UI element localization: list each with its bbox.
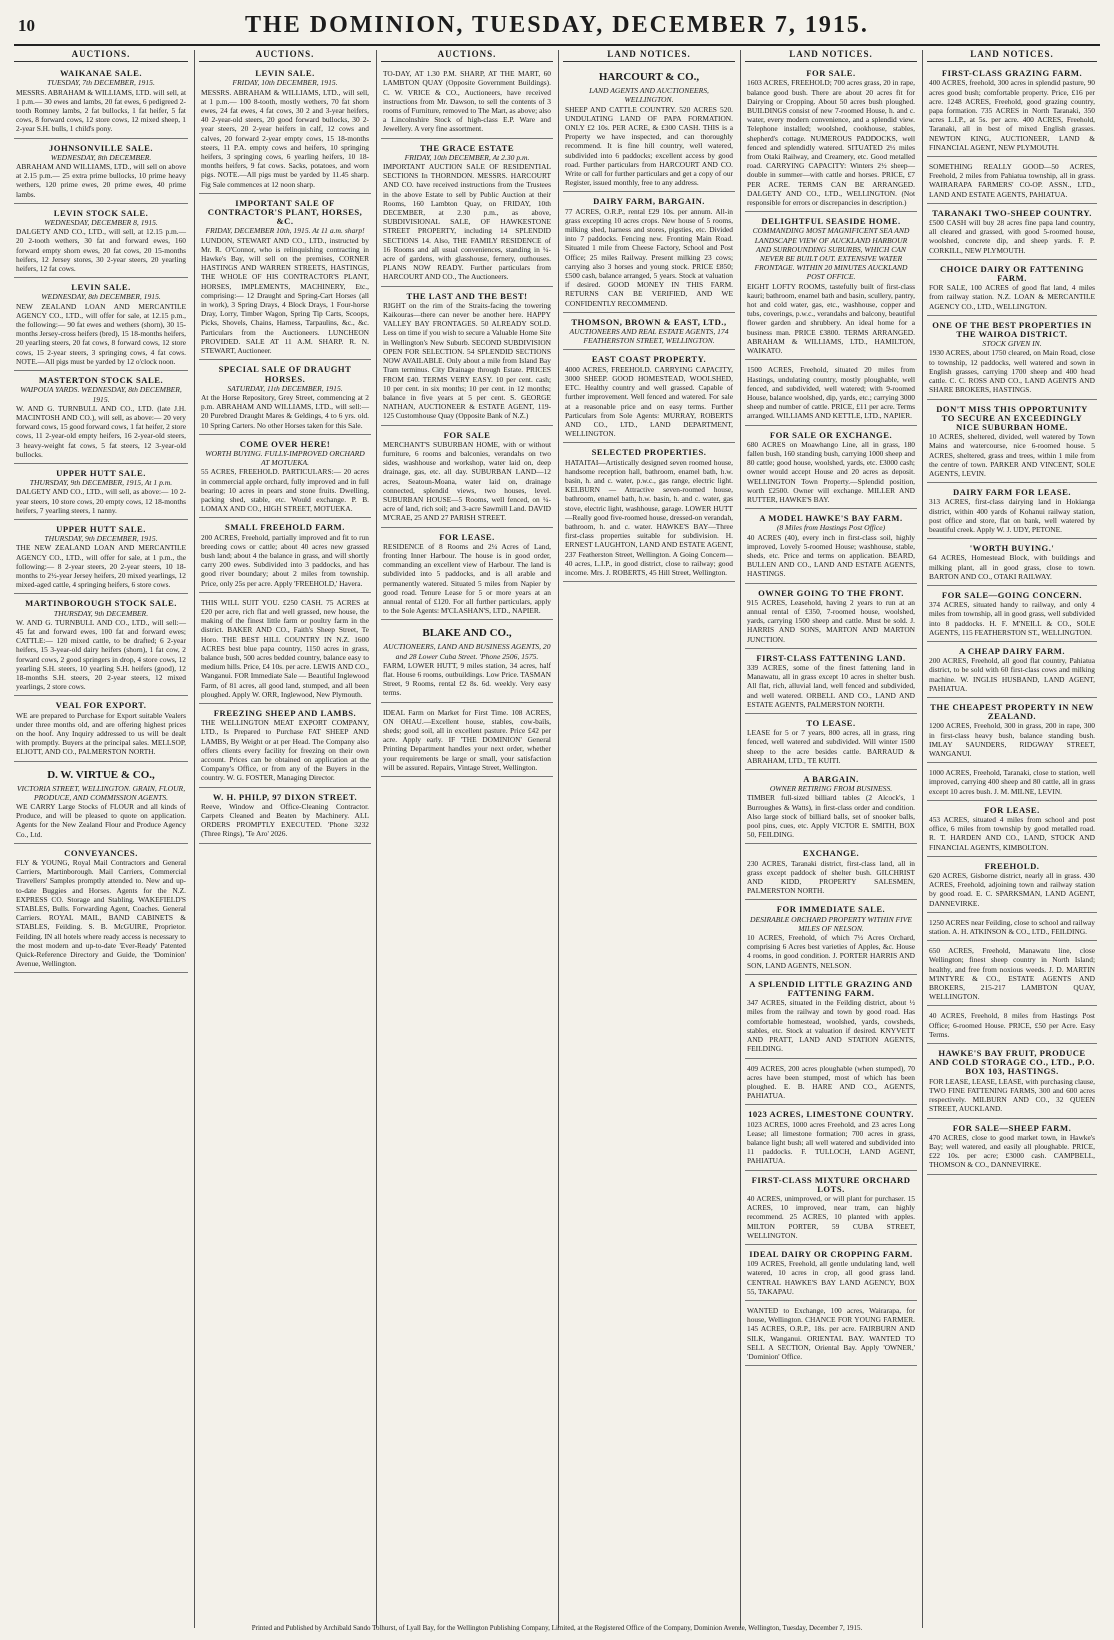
advertisement (199, 520, 371, 592)
advertisement (745, 511, 917, 583)
ad-headline: FOR SALE—SHEEP FARM. (952, 1122, 1072, 1133)
column-heading: AUCTIONS. (199, 50, 371, 62)
advertisement (745, 1061, 917, 1106)
ad-headline: FREEZING SHEEP AND LAMBS. (213, 708, 357, 718)
ad-body-text: 40 ACRES, unimproved, or will plant for purchaser. 15 ACRES, 10 improved, near tram, can highly recommend. 25 ACRES, 10 planted with apples. MILTON PORTER, 59 CUBA STREET, WELLINGTON. (747, 1193, 915, 1240)
ad-body-text: SHEEP AND CATTLE COUNTRY. 520 ACRES 520. UNDULATING LAND OF PAPA FORMATION. ONLY £2 10s. PER ACRE, & £300 CASH. THIS is a Property we have inspected, and can thoroughly recommend. It is fine hill country, well watered, subdivided into 6 paddocks; excellent access by good road. Further particulars from HARCOURT AND CO. Write or call for further particulars and get a copy of our Register, issued monthly, free to any address. (565, 104, 733, 188)
ad-headline: SELECTED PROPERTIES. (591, 447, 707, 458)
ad-headline: W. H. PHILP, 97 DIXON STREET. (212, 791, 358, 802)
ad-headline: 1023 ACRES, LIMESTONE COUNTRY. (748, 1109, 914, 1120)
ad-headline: THE GRACE ESTATE (419, 142, 515, 153)
ad-body-text: 1250 ACRES near Feilding, close to school and railway station. A. H. ATKINSON & CO., LTD., FEILDING. (929, 917, 1095, 937)
advertisement (563, 194, 735, 312)
ad-body-text: ABRAHAM AND WILLIAMS, LTD., will sell on above at 2.15 p.m.— 25 extra prime bullocks, 10 prime heavy wethers, 120 prime ewes, 20 prime ewes, 40 prime lambs. (16, 162, 186, 199)
advertisement (745, 1173, 917, 1245)
advertisement (14, 522, 188, 594)
ad-headline: IMPORTANT SALE OF CONTRACTOR'S PLANT, HORSES, &C. (207, 197, 363, 227)
ad-subheading: (8 Miles from Hastings Post Office) (776, 523, 886, 533)
masthead (14, 10, 1100, 46)
imprint-line: Printed and Published by Archibald Sando Tolhurst, of Lyall Bay, for the Wellington Publishing Company, Limited, at the Registered Office of the Company, Dominion Avenue, Wellington, Tuesday, December 7, 1915. (251, 1624, 863, 1632)
ad-headline: FIRST-CLASS GRAZING FARM. (941, 68, 1083, 79)
ad-headline: UPPER HUTT SALE. (56, 467, 146, 478)
ad-body-text: WE are prepared to Purchase for Export suitable Vealers under three months old, and are offering highest prices on the hoof. Any Inquiry addressed to us will be dealt with promptly. Buyers at the principal sales. MELLSOP, ELIOTT, AND CO., PALMERSTON NORTH. (16, 710, 186, 757)
ad-subheading: WEDNESDAY, DECEMBER 8, 1915. (44, 218, 158, 228)
ad-body-text: 4000 ACRES, FREEHOLD. CARRYING CAPACITY, 3000 SHEEP. GOOD HOMESTEAD, WOOLSHED, ETC. Healthy country and well grassed. Capable of further improvement. Well fenced and watered. For sale at a reasonable price and on easy terms. Further Particulars from Sole Agents: MURRAY, ROBERTS AND CO., LTD., LAND DEPARTMENT, WELLINGTON. (565, 364, 733, 439)
ad-headline: UPPER HUTT SALE. (56, 523, 146, 534)
ad-subheading: AUCTIONEERS AND REAL ESTATE AGENTS, 174 FEATHERSTON STREET, WELLINGTON. (569, 327, 729, 346)
ad-headline: THE CHEAPEST PROPERTY IN NEW ZEALAND. (930, 701, 1094, 722)
ad-headline: LEVIN SALE. (255, 68, 315, 79)
advertisement (927, 803, 1097, 857)
ad-subheading: WEDNESDAY, 8th DECEMBER, 1915. (41, 292, 161, 302)
ad-body-text: At the Horse Repository, Grey Street, commencing at 2 p.m. ABRAHAM AND WILLIAMS, LTD., will sell:— 20 Purebred Draught Mares & Geldings, 4 to 6 yrs. old. 10 Spring Carters. No other Horses taken for this Sale. (201, 392, 369, 430)
ad-body-text: FOR SALE, 100 ACRES of good flat land, 4 miles from railway station. N.Z. LOAN & MERCANTILE AGENCY CO., LTD., WELLINGTON. (929, 283, 1095, 311)
advertisement (563, 315, 735, 351)
column-heading: LAND NOTICES. (563, 50, 735, 62)
ad-subheading: COMMANDING MOST MAGNIFICENT SEA AND LANDSCAPE VIEW OF AUCKLAND HARBOUR AND SURROUNDING SUBURBS, WHICH CAN NEVER BE BUILT OUT. EXTENSIVE WATER FRONTAGE. WITHIN 20 MINUTES AUCKLAND POST OFFICE. (752, 226, 910, 282)
ad-body-text: 64 ACRES, Homestead Block, with buildings and milking plant, all in good grass, close to town. BARTON AND CO., OTAKI RAILWAY. (929, 553, 1095, 581)
ad-headline: DELIGHTFUL SEASIDE HOME. (761, 216, 901, 227)
ad-body-text: MESSRS. ABRAHAM & WILLIAMS, LTD. will sell, at 1 p.m.— 30 ewes and lambs, 20 fat ewes, 6 pedigreed 2-tooth Romney lambs, 2 fat bullocks, 1 fat heifer, 5 fat cows, 8 forward cows, 12 store cows, 12 mixed sheep, 1 2-year S.H. bulls, 1 child's pony. (16, 87, 186, 134)
advertisement (927, 588, 1097, 642)
advertisement (927, 859, 1097, 913)
ad-body-text: NEW ZEALAND LOAN AND MERCANTILE AGENCY CO., LTD., will offer for sale, at 12.15 p.m., the following:— 90 fat ewes and wethers (shorn), 30 15-months Jersey-cross heifers (bred), 15 18-months heifers, 20 yearling steers, 20 fat cows, 8 forward cows, 12 store cows, 15 2-year steers, 3 springing cows, 4 fat cows. NOTE.—All pigs must be yarded by 12 o'clock noon. (16, 301, 186, 366)
ad-headline: MARTINBOROUGH STOCK SALE. (25, 598, 177, 609)
advertisement (927, 765, 1097, 801)
advertisement (199, 706, 371, 788)
ad-headline: FOR SALE (443, 429, 491, 440)
advertisement (563, 445, 735, 582)
ad-headline: FOR SALE. (806, 68, 856, 79)
ad-body-text: THE NEW ZEALAND LOAN AND MERCANTILE AGENCY CO., LTD., will offer for sale, at 1 p.m., the following:— 8 2-year steers, 20 2-year steers, 10 18-months to 2½-year Jersey heifers, 20 mixed yearlings, 12 mixed-aged cattle, 4 springing heifers, 6 store cows. (16, 543, 186, 590)
ad-body-text: 409 ACRES, 200 acres ploughable (when stumped), 70 acres have been stumped, most of which has been ploughed. E. B. HARE AND CO., AGENTS, PAHIATUA. (747, 1063, 915, 1101)
ad-body-text: IDEAL Farm on Market for First Time. 108 ACRES, ON OHAU.—Excellent house, stables, cow-bails, sheds; good soil, all in excellent pasture. Price £42 per acre. Apply early. IF 'THE DOMINION' General Printing Department handles your next order, whether your requirements be large or small, your satisfaction will be assured. Repairs, Vintage Street, Wellington. (383, 707, 551, 772)
ad-body-text: 400 ACRES, freehold, 300 acres in splendid pasture, 90 acres good bush; comfortable property. Price, £16 per acre. 1248 ACRES, Freehold, good grazing country, papa formation. 735 ACRES in North Taranaki, 350 acres L.I.P., at 5s. per acre. 400 ACRES, Freehold, Taranaki, all in best of mixed English grasses. NEWTON KING, AUCTIONEER, LAND & FINANCIAL AGENT, NEW PLYMOUTH. (929, 78, 1095, 152)
ad-subheading: FRIDAY, 10th DECEMBER, 1915. (232, 78, 338, 88)
ad-headline: THE LAST AND THE BEST! (406, 290, 528, 301)
column-3 (376, 50, 553, 1628)
advertisement (927, 1121, 1097, 1175)
ad-body-text: 339 ACRES, some of the finest fattening land in Manawatu, all in grass except 10 acres in shelter bush. All flat, rich, alluvial land, well fenced and subdivided, and well watered. ORBELL AND CO., LAND AND ESTATE AGENTS, PALMERSTON NORTH. (747, 662, 915, 709)
ad-headline: FOR SALE OR EXCHANGE. (769, 429, 893, 440)
ad-body-text: 374 ACRES, situated handy to railway, and only 4 miles from township, all in good grass, well subdivided into 8 paddocks. H. F. M'NEILL & CO., SOLE AGENTS, 115 FEATHERSTON ST., WELLINGTON. (929, 600, 1095, 637)
advertisement (381, 622, 553, 702)
ad-body-text: FARM, LOWER HUTT, 9 miles station, 34 acres, half flat. House 6 rooms, outbuildings. Low Price. TASMAN Street, 9 Rooms, rental £2 8s. 6d. weekly. Very easy terms. (383, 660, 551, 698)
advertisement (927, 206, 1097, 260)
ad-headline: COME OVER HERE! (239, 438, 331, 449)
ad-headline: THOMSON, BROWN & EAST, LTD., (571, 316, 727, 327)
ad-subheading: SATURDAY, 11th DECEMBER, 1915. (227, 383, 343, 393)
ad-headline: OWNER GOING TO THE FRONT. (758, 587, 904, 598)
ad-body-text: W. AND G. TURNBULL AND CO., LTD., will sell:— 45 fat and forward ewes, 100 fat and forward ewes; CATTLE:— 120 mixed cattle, to be drafted; 6 2-year heifers, 15 3-year-old dairy heifers (shorn), 1 fat cow, 2 forward cows, 2 good springers in drop, 4 store cows, 12 yearling S.H. steers, 10 yearling S.H. heifers (good), 12 18-months S.H. steers, 20 2-year steers, 12 mixed yearlings, 2 store cows. (16, 617, 186, 692)
advertisement (14, 596, 188, 696)
advertisement (745, 1303, 917, 1366)
ad-headline: MASTERTON STOCK SALE. (38, 375, 164, 386)
ad-headline: FIRST-CLASS FATTENING LAND. (756, 652, 906, 663)
ad-body-text: 230 ACRES, Taranaki district, first-class land, all in grass except paddock of shelter bush. GILCHRIST AND KIDD, PROPERTY SALESMEN, PALMERSTON NORTH. (747, 858, 915, 896)
ad-subheading: THURSDAY, 9th DECEMBER, 1915. (44, 534, 158, 544)
ad-body-text: 77 ACRES, O.R.P., rental £29 10s. per annum. All-in grass excepting 10 acres crops. New house of 5 rooms, milking shed, harness and stores, pigsties, etc. Divided into 7 paddocks. Fencing new. Fronting Main Road. Situated 1 mile from Cheese Factory, School and Post Office; 25 miles Railway. Present milking 23 cows; carrying also 3 horses and young stock. PRICE £850; £500 cash, balance arranged, 5 years. Stock at valuation if desired. GOOD MONEY IN THIS FARM. RETURNS CAN BE VERIFIED, AND WE CONFIDENTLY RECOMMEND. (565, 206, 733, 308)
ad-body-text: 1000 ACRES, Freehold, Taranaki, close to station, well improved, carrying 400 sheep and 80 cattle, all in grass except 10 acres bush. J. M. MILNE, LEVIN. (929, 768, 1095, 796)
advertisement (199, 790, 371, 844)
ad-headline: FIRST-CLASS MIXTURE ORCHARD LOTS. (751, 1174, 911, 1194)
ad-body-text: 650 ACRES, Freehold, Manawatu line, close Wellington; finest sheep country in North Island; healthy, and free from noxious weeds. J. D. MARTIN M'INTYRE & CO., ESTATE AGENTS AND BROKERS, 215-217 LAMBTON QUAY, WELLINGTON. (929, 946, 1095, 1002)
advertisement (745, 586, 917, 649)
column-2 (194, 50, 371, 1628)
advertisement (563, 66, 735, 192)
ad-headline: DON'T MISS THIS OPPORTUNITY TO SECURE AN EXCEEDINGLY NICE SUBURBAN HOME. (936, 403, 1088, 432)
ad-body-text: 1023 ACRES, 1000 acres Freehold, and 23 acres Long Lease; all limestone formation; 700 acres in grass, balance light bush; all well watered and subdivided into 11 paddocks. F. TULLOCH, LAND AGENT, PAHIATUA. (747, 1119, 915, 1166)
ad-body-text: MESSRS. ABRAHAM & WILLIAMS, LTD., will sell, at 1 p.m.— 100 8-tooth, mostly wethers, 70 fat shorn ewes, 24 fat ewes, 4 fat cows, 30 2 and 3-year heifers, 40 2-year-old steers, 20 good forward bullocks, 30 2-year steers, 20 2-year heifers in calf, 12 cows and calves, 20 forward 2-year empty cows, 15 18-months steers, 11 P.A. empty cows and heifers, 10 springing heifers, 3 springing cows, 6 yearling heifers, 10 18-months heifers, 9 fat cows. Sacks, potatoes, and worn pigs. NOTE.—All pigs must be yarded by 11.45 sharp. Fig Sale commences at 12 noon sharp. (201, 87, 369, 189)
ad-body-text: 470 ACRES, close to good market town, in Hawke's Bay; well watered, and easily all ploughable. PRICE, £22 10s. per acre; £3000 cash. CAMPBELL, THOMSON & CO., DANNEVIRKE. (929, 1132, 1095, 1170)
ad-body-text: 200 ACRES, Freehold, partially improved and fit to run breeding cows or cattle; about 40 acres new grassed bush land; about 4 the balance in grass, and will shortly carry 200 ewes. Subdivided into 3 paddocks, and has good river boundary; about 2 miles from township. Price, only 25s per acre. Apply 'FREEHOLD,' Havera. (201, 532, 369, 588)
advertisement (381, 428, 553, 528)
ad-body-text: 40 ACRES, Freehold, 8 miles from Hastings Post Office; 6-roomed House. PRICE, £50 per Acre. Easy Terms. (929, 1011, 1095, 1039)
ad-headline: SPECIAL SALE OF DRAUGHT HORSES. (218, 364, 352, 384)
ad-headline: HAWKE'S BAY FRUIT, PRODUCE AND COLD STORAGE CO., LTD., P.O. BOX 103, HASTINGS. (929, 1048, 1095, 1077)
advertisement (199, 595, 371, 704)
advertisement (745, 362, 917, 425)
advertisement (927, 943, 1097, 1006)
advertisement (927, 1046, 1097, 1118)
advertisement (745, 651, 917, 714)
ad-body-text: 1603 ACRES, FREEHOLD; 700 acres grass, 20 in rape, balance good bush. There are about 20 acres fit for Dairying or Cropping. About 50 acres bush ploughed. BUILDINGS consist of new 7-roomed House, h. and c. water, every modern convenience, and a splendid view. Telephone installed; woolshed, cookhouse, stables, shepherd's cottage. NUMEROUS PADDOCKS, well fenced and splendidly watered. SITUATED 2½ miles from Otaki Railway, and Creamery, etc. Good metalled road. CARRYING CAPACITY: Winters 2½ sheep—double in summer—with cattle and horses. PRICE, £7 PER ACRE. TERMS CAN BE ARRANGED. DALGETY AND CO., LTD., WELLINGTON. (Not responsible for errors or discrepancies in description.) (747, 78, 915, 208)
ad-subheading: WEDNESDAY, 8th DECEMBER. (50, 152, 152, 162)
ad-headline: EXCHANGE. (802, 848, 860, 859)
ad-body-text: 1200 ACRES, Freehold, 300 in grass, 200 in rape, 300 in first-class heavy bush, balance standing bush. IMLAY SAUNDERS, RIDGWAY STREET, WANGANUI. (929, 721, 1095, 758)
advertisement (745, 1107, 917, 1170)
ad-body-text: 55 ACRES, FREEHOLD. PARTICULARS:— 20 acres in commercial apple orchard, fully improved and in full bearing; 10 acres in pears and stone fruits. Dwelling, packing shed, stable, etc. Would exchange. P. B. LOMAX AND CO., HIGH STREET, MOTUEKA. (201, 467, 369, 514)
ad-headline: A MODEL HAWKE'S BAY FARM. (759, 513, 903, 524)
newspaper-title: THE DOMINION, TUESDAY, DECEMBER 7, 1915. (245, 12, 869, 38)
ad-headline: FOR IMMEDIATE SALE. (776, 904, 886, 915)
ad-body-text: 40 ACRES (40), every inch in first-class soil, highly improved, Lovely 5-roomed House; washhouse, stable, sheds, etc. Price and terms on application. BEARD, BULLEN AND CO., LAND AND ESTATE AGENTS, HASTINGS. (747, 532, 915, 579)
ad-headline: A BARGAIN. (803, 774, 859, 785)
advertisement (14, 141, 188, 204)
ad-subheading: OWNER RETIRING FROM BUSINESS. (769, 784, 893, 794)
column-5 (740, 50, 917, 1628)
ad-body-text: THE WELLINGTON MEAT EXPORT COMPANY, LTD., Is Prepared to Purchase FAT SHEEP AND LAMBS, By Weight or at per Head. The Company also offers clients every facility for freezing on their own account. Prices can be obtained on application at the Company's Office, or from any of the Buyers in the country. W. G. FOSTER, Managing Director. (201, 718, 369, 783)
advertisement (927, 915, 1097, 941)
ad-subheading: WORTH BUYING. FULLY-IMPROVED ORCHARD AT MOTUEKA. (205, 448, 365, 468)
ad-headline: TO LEASE. (806, 718, 856, 728)
ad-subheading: STOCK GIVEN IN. (982, 339, 1042, 349)
ad-body-text: Reeve, Window and Office-Cleaning Contractor. Carpets Cleaned and Beaten by Machinery. ALL ORDERS PROMPTLY EXECUTED. 'Phone 3232 (Three Rings), 'Te Aro' 2026. (201, 801, 369, 839)
ad-body-text: 1500 ACRES, Freehold, situated 20 miles from Hastings, undulating country, mostly ploughable, well fenced, and subdivided, well watered; with 9-roomed House, balance woolshed, dip, yards, etc.; carrying 3000 sheep and number of cattle. PRICE, £11 per acre. Terms arranged. WILLIAMS AND KETTLE, LTD., NAPIER. (747, 365, 915, 421)
advertisement (745, 214, 917, 360)
advertisement (199, 66, 371, 194)
ad-body-text: 313 ACRES, first-class dairying land in Hokianga district, within 400 yards of Kohanui railway station, post office and store, flat on bank, well watered by beautiful creek. Apply W. J. UDY, PETONE. (929, 497, 1095, 534)
advertisement (927, 1008, 1097, 1044)
ad-body-text: W. AND G. TURNBULL AND CO., LTD. (late J.H. MACINTOSH AND CO.), will sell, as above:— 20 very forward cows, 15 good forward cows, 1 fat heifer, 2 store cows, 11 2-year-old empty heifers, 16 2-year-old steers, 3 heavy-weight fat cows, 5 fat steers, 12 3-year-old bullocks. (16, 403, 186, 459)
advertisement (745, 1247, 917, 1301)
ad-headline: DAIRY FARM, BARGAIN. (593, 196, 705, 207)
ad-body-text: 915 ACRES, Leasehold, having 2 years to run at an annual rental of £350, 7-roomed house, woolshed, yards, carrying 1500 sheep and cattle. Must be sold. J. HARRIS AND SONS, MARTON AND MARTON JUNCTION. (747, 597, 915, 644)
ad-body-text: DALGETY AND CO., LTD., will sell, as above:— 10 2-year steers, 10 store cows, 20 empty cows, 12 18-months heifers, 7 yearling steers, 1 nanny. (16, 487, 186, 515)
ad-headline: LEVIN STOCK SALE. (53, 207, 149, 218)
column-heading: AUCTIONS. (14, 50, 188, 62)
advertisement (14, 466, 188, 520)
ad-headline: SMALL FREEHOLD FARM. (225, 522, 345, 533)
advertisement (745, 428, 917, 510)
ad-body-text: 620 ACRES, Gisborne district, nearly all in grass. 430 ACRES, Freehold, adjoining town and railway station by good road. E. C. SPARKSMAN, LAND AGENT, DANNEVIRKE. (929, 871, 1095, 908)
ad-subheading: FRIDAY, DECEMBER 10th, 1915. At 11 a.m. sharp! (205, 226, 365, 236)
advertisement (14, 764, 188, 844)
ad-headline: FOR LEASE. (439, 531, 495, 542)
ad-body-text: £500 CASH will buy 28 acres fine papa land country, all cleared and grassed, with good 5-roomed house, woolshed, concrete dip, and sheep yards. F. P. CORKILL, NEW PLYMOUTH. (929, 218, 1095, 255)
advertisement (14, 698, 188, 761)
ad-body-text: 200 ACRES, Freehold, all good flat country, Pahiatua district, to be sold with 60 first-class cows and milking machine. W. INGLIS HUSBAND, LAND AGENT, PAHIATUA. (929, 656, 1095, 693)
ad-body-text: 680 ACRES on Moawhango Line, all in grass, 180 fallen bush, 160 standing bush, carrying 1000 sheep and 80 cattle; good house, woolshed, yards, etc. £3000 cash; owner would accept House and 20 acres as deposit. WELLINGTON Town Property.—Splendid position, worth £2500. Owner will exchange. MILLER AND RUTTER, HAWKE'S BAY. (747, 439, 915, 504)
column-1 (14, 50, 188, 1628)
ad-subheading: AUCTIONEERS, LAND AND BUSINESS AGENTS, 20 and 28 Lower Cuba Street. 'Phone 2506, 1575. (383, 642, 551, 661)
page-number: 10 (18, 16, 35, 35)
ad-headline: TARANAKI TWO-SHEEP COUNTRY. (932, 207, 1092, 218)
ad-headline: HARCOURT & CO., (598, 71, 700, 84)
ad-headline: CONVEYANCES. (64, 847, 138, 858)
advertisement (927, 541, 1097, 586)
advertisement (745, 846, 917, 900)
ad-body-text: MERCHANT'S SUBURBAN HOME, with or without furniture, 6 rooms and balconies, verandahs on two sides, washhouse and workshop, water laid on, deep drainage, gas, etc. all day. SUBURBAN LAND—12 acres, Seatoun-Moana, water laid on, drainage connected, splendid views, two houses, level. SUBURBAN HOUSE—5 Rooms, well fenced, on ¼-acre of land, rich soil; and 3-acre Sawmill Land. DAVID M'CRAE, 25 AND 27 PARISH STREET. (383, 439, 551, 523)
advertisement (14, 373, 188, 464)
ad-subheading: LAND AGENTS AND AUCTIONEERS, WELLINGTON. (589, 86, 709, 105)
ad-body-text: FOR LEASE, LEASE, LEASE, with purchasing clause, TWO FINE FATTENING FARMS, 300 and 600 acres respectively. MILBURN AND CO., 32 QUEEN STREET, AUCKLAND. (929, 1076, 1095, 1114)
advertisement (927, 700, 1097, 763)
column-heading: AUCTIONS. (381, 50, 553, 62)
ad-body-text: FLY & YOUNG, Royal Mail Contractors and General Carriers, Martinborough. Mail Carriers, Commercial Travellers' Samples promptly attended to. New and up-to-date Buggies and Horses. Agents for the N.Z. EXPRESS CO. Storage and Stabling. WAKEFIELD'S STABLES, Bulls. Forwarding Agent, Coaches. General Carriers. ROYAL MAIL, BAND CABINETS & STABLES, Feilding. S. B. McGUIRE, Proprietor. Feilding. IN all hotels where ready access is necessary to the most modern and up-to-date 'Ever-Ready' Patented Quick-Reference Directory and Guide, the 'Dominion' Avenue, Wellington. (16, 858, 186, 969)
ad-headline: A CHEAP DAIRY FARM. (958, 645, 1066, 656)
column-heading: LAND NOTICES. (927, 50, 1097, 62)
ad-body-text: HATAITAI—Artistically designed seven roomed house, handsome reception hall, bathroom, enamel bath, h.w. basin, h. and c. water, p.w.c., gas range, electric light. KELBURN — Attractive seven-roomed house, bathroom, enamel bath, h.w. basin, h. and c. water, gas stove, electric light, washhouse, garage. LOWER HUTT—Really good five-roomed house, dressed-on verandah, bathroom, h. and c. water. HAWKE'S BAY—Three first-class properties suitable for subdivision. H. ERNEST LAUGHTON, LAND AND ESTATE AGENT, 237 Featherston Street, Wellington. A Going Concern—40 acres, L.I.P., in good district, close to railway; good income. Mrs. J. ROBERTS, 45 Hill Street, Wellington. (565, 457, 733, 577)
masthead-rule (14, 44, 1100, 46)
advertisement (199, 437, 371, 519)
column-heading: LAND NOTICES. (745, 50, 917, 62)
ad-headline: FOR SALE—GOING CONCERN. (941, 589, 1083, 600)
advertisement (745, 716, 917, 770)
ad-headline: ONE OF THE BEST PROPERTIES IN THE WAIROA DISTRICT. (932, 319, 1092, 340)
ad-headline: LEVIN SALE. (71, 282, 131, 293)
ad-headline: 'WORTH BUYING.' (969, 543, 1055, 554)
advertisement (14, 280, 188, 371)
advertisement (745, 902, 917, 974)
column-4 (558, 50, 735, 1628)
advertisement (381, 705, 553, 777)
ad-body-text: DALGETY AND CO., LTD., will sell, at 12.15 p.m.— 20 2-tooth wethers, 30 fat and forward ewes, 160 forward empty shorn ewes, 20 fat cows, 20 15-months heifers, 12 Jersey stores, 30 2-year steers, 20 yearling heifers, 12 fat cows. (16, 227, 186, 274)
ad-body-text: LUNDON, STEWART AND CO., LTD., instructed by Mr. R. O'Connor, who is relinquishing contracting in Hawke's Bay, will sell on the premises, CORNER HASTINGS AND WARREN STREETS, HASTINGS, THE WHOLE OF HIS CONTRACTOR'S PLANT, HORSES, IMPLEMENTS, MACHINERY, Etc., comprising:— 12 Draught and Spring-Cart Horses (all in work), 3 Spring Drays, 4 Block Drays, 1 Four-horse Dray, Lorry, Timber Wagon, Spring Tip Carts, Scoops, Picks, Shovels, Chains, Harness, Tarpaulins, &c., &c. Particulars from the Auctioneers. LUNCHEON PROVIDED. SALE AT 11 A.M. SHARP. R. N. STEWART, Auctioneer. (201, 235, 369, 356)
advertisement (745, 772, 917, 844)
advertisement (381, 66, 553, 138)
column-6 (922, 50, 1097, 1628)
ad-body-text: RESIDENCE of 8 Rooms and 2¼ Acres of Land, fronting Inner Harbour. The house is in good order, commanding an excellent view of Harbour. The land is subdivided into 5 paddocks, and is all arable and permanently watered. Situated 5 miles from Napier by good road. Tenure Lease for 5 or more years at an annual rental of £120. For all further particulars, apply to the Sole Agents: M'CLASHAN'S, LTD., NAPIER. (383, 541, 551, 616)
ad-subheading: DESIRABLE ORCHARD PROPERTY WITHIN FIVE MILES OF NELSON. (750, 914, 912, 933)
ad-body-text: IMPORTANT AUCTION SALE OF RESIDENTIAL SECTIONS In THORNDON. MESSRS. HARCOURT AND CO. have received instructions from the Trustees in the above Estate to sell by Public Auction at their Rooms, 160 Lambton Quay, on FRIDAY, 10th DECEMBER, at 2.30 p.m., as above, SUBDIVISIONAL SALE, OF HAWKESTONE STREET PROPERTY, including 14 SPLENDID SECTIONS 14. Also, THE FAMILY RESIDENCE of 16 Rooms and all usual conveniences, standing in ¼-acre of gardens, with glasshouse, fernery, outhouses. PLANS NOW READY. Further particulars from HARCOURT AND CO., The Auctioneers. (383, 162, 551, 282)
ad-body-text: LEASE for 5 or 7 years, 800 acres, all in grass, ring fenced, well watered and subdivided. Will winter 1500 sheep to the acre besides cattle. BARRAUD & ABRAHAM, LTD., TE KUITI. (747, 728, 915, 765)
ad-headline: VEAL FOR EXPORT. (55, 700, 147, 711)
ad-body-text: 109 ACRES, Freehold, all gentle undulating land, well watered, 10 acres in crop, all good grass land. CENTRAL HAWKE'S BAY LAND AGENCY, BOX 55, TAKAPAU. (747, 1259, 915, 1296)
advertisement (14, 206, 188, 278)
ad-body-text: RIGHT on the rim of the Straits-facing the towering Kaikouras—there can never be another here. HAPPY VALLEY BAY FRONTAGES. 50 ALREADY SOLD. Less on time if you wish to secure a Valuable Home Site in Wellington's New Suburb. SECOND SUBDIVISION OPEN FOR SELECTION. 54 SPLENDID SECTIONS NOW AVAILABLE. Only about a mile from Island Bay Tram terminus. City Drainage through Estate. PRICES FROM £40. TERMS VERY EASY. 10 per cent. cash; 10 per cent. in six months; 10 per cent. in 12 months; balance in five years at 5 per cent. S. GEORGE NATHAN, AUCTIONEER & ESTATE AGENT, 119-125 Customhouse Quay (Opposite Bank of N.Z.) (383, 300, 551, 421)
advertisement (745, 977, 917, 1059)
ad-headline: EAST COAST PROPERTY. (591, 354, 707, 365)
ad-body-text: TIMBER full-sized billiard tables (2 Alcock's, 1 Burroughes & Watts), in first-class order and condition. Also large stock of billiard balls, set of snooker balls, pool pins, cues, etc. Apply VICTOR E. SMITH, BOX 50, FEILDING. (747, 793, 915, 840)
advertisement (14, 66, 188, 138)
advertisement (927, 402, 1097, 484)
advertisement (199, 196, 371, 360)
ad-body-text: TO-DAY, AT 1.30 P.M. SHARP, AT THE MART, 60 LAMBTON QUAY (Opposite Government Buildings). C. W. VRICE & CO., Auctioneers, have received instructions from Mr. Dawson, to sell the contents of 3 rooms of Furniture, removed to The Mart, as above; also a Lincolnshire Stock of high-class E.P. Ware and Jewellery. A very fine assortment. (383, 69, 551, 134)
ad-body-text: EIGHT LOFTY ROOMS, tastefully built of first-class kauri; bathroom, enamel bath and basin, scullery, pantry, hot and cold water, gas, etc., washhouse, copper and tubs, coverings, p.w.c., verandahs and balcony, beautiful flower garden and shrubbery. An ideal home for a business man. PRICE £3800. TERMS ARRANGED. ABRAHAM & WILLIAMS, LTD., HAMILTON, WAIKATO. (747, 281, 915, 356)
advertisement (381, 141, 553, 287)
advertisement (381, 530, 553, 621)
ad-subheading: VICTORIA STREET, WELLINGTON. GRAIN, FLOUR, PRODUCE, AND COMMISSION AGENTS. (16, 783, 186, 802)
newspaper-page (14, 10, 1100, 1632)
ad-body-text: THIS WILL SUIT YOU. £250 CASH. 75 ACRES at £20 per acre, rich flat and well grassed, new house, the making of the finest little farm or poultry farm in the district. BAKER AND CO., Faith's Sheep Street, Te Horo. THE BEST HILL COUNTRY IN N.Z. 1600 ACRES best blue papa country, 1150 acres in grass, balance bush, 500 acres bedded country, balance easy to medium hills. Price, £4 10s. per acre. LEWIS AND CO., Wanganui. FOR Immediate Sale — Beautiful Inglewood Farm, of 81 acres, all good land, stumped, and all been ploughed. Apply W. ORR, Inglewood, New Plymouth. (201, 597, 369, 699)
advertisement (199, 362, 371, 434)
ad-body-text: 10 ACRES, Freehold, of which 7½ Acres Orchard, comprising 6 Acres best varieties of Apples, &c. House 4 rooms, in good condition. J. PORTER HARRIS AND SON, LAND AGENTS, NELSON. (747, 933, 915, 970)
advertisement (14, 846, 188, 974)
ad-body-text: 347 ACRES, situated in the Feilding district, about ½ miles from the railway and town by good road. Has comfortable homestead, woolshed, yards, cowsheds, stables, etc. Stock at valuation if desired. KNYVETT AND PRATT, LAND AND STATION AGENTS, FEILDING. (747, 998, 915, 1054)
ad-subheading: WAIPOUA YARDS. WEDNESDAY, 8th DECEMBER, 1915. (20, 385, 182, 404)
advertisement (381, 289, 553, 426)
ad-body-text: 1930 ACRES, about 1750 cleared, on Main Road, close to township, 12 paddocks, well watered and sown in English grasses, carrying 1700 sheep and 400 head cattle. C. C. ROSS AND CO., LAND AGENTS AND SHARE BROKERS, HASTINGS. (929, 348, 1095, 395)
ad-headline: IDEAL DAIRY OR CROPPING FARM. (749, 1248, 913, 1259)
ad-subheading: FRIDAY, 10th DECEMBER, At 2.30 p.m. (404, 152, 530, 162)
advertisement (927, 159, 1097, 204)
ad-headline: DAIRY FARM FOR LEASE. (952, 487, 1072, 498)
advertisement (563, 352, 735, 443)
advertisement (927, 66, 1097, 157)
advertisement (927, 485, 1097, 539)
ad-body-text: 10 ACRES, sheltered, divided, well watered by Town Mains and watercourse, nice 6-roomed house. 5 ACRES, sheltered, grass and trees, within 1 mile from the centre of town. PARKER AND VINCENT, SOLE AGENTS, LEVIN. (929, 432, 1095, 478)
ad-headline: JOHNSONVILLE SALE. (48, 142, 154, 153)
ad-headline: CHOICE DAIRY OR FATTENING FARM. (939, 263, 1085, 284)
ad-body-text: WANTED to Exchange, 100 acres, Wairarapa, for house, Wellington. CHANCE FOR YOUNG FARMER. 145 ACRES, O.R.P., 18s. per acre. FAIRBURN AND SILK, Wanganui. ORIENTAL BAY. WANTED TO SELL A SECTION, Oriental Bay. Apply 'OWNER,' 'Dominion' Office. (747, 1305, 915, 1361)
ad-subheading: THURSDAY, 9th DECEMBER. (53, 608, 149, 618)
advertisement (745, 66, 917, 212)
ad-body-text: SOMETHING REALLY GOOD—50 ACRES, Freehold, 2 miles from Pahiatua township, all in grass. WAIRARAPA FARMERS' CO-OP. ASSN., LTD., LAND AND ESTATE AGENTS, PAHIATUA. (929, 162, 1095, 199)
ad-subheading: TUESDAY, 7th DECEMBER, 1915. (47, 78, 155, 88)
ad-body-text: WE CARRY Large Stocks of FLOUR and all kinds of Produce, and will be pleased to quote on application. Agents for the New Zealand Flour and Produce Agency Co., Ltd. (16, 802, 186, 839)
advertisement (927, 262, 1097, 316)
ad-headline: FREEHOLD. (984, 860, 1040, 871)
advertisement (927, 644, 1097, 698)
ad-headline: BLAKE AND CO., (422, 627, 512, 640)
ad-body-text: 453 ACRES, situated 4 miles from school and post office, 6 miles from township by good metalled road. R. T. HARDEN AND CO., LAND, STOCK AND FINANCIAL AGENTS, KIMBOLTON. (929, 815, 1095, 852)
ad-headline: FOR LEASE. (984, 804, 1040, 815)
ad-subheading: THURSDAY, 9th DECEMBER, 1915, At 1 p.m. (29, 478, 173, 488)
advertisement (927, 318, 1097, 400)
ad-headline: A SPLENDID LITTLE GRAZING AND FATTENING FARM. (749, 978, 913, 999)
ad-headline: D. W. VIRTUE & CO., (47, 768, 155, 781)
ad-headline: WAIKANAE SALE. (60, 68, 142, 79)
